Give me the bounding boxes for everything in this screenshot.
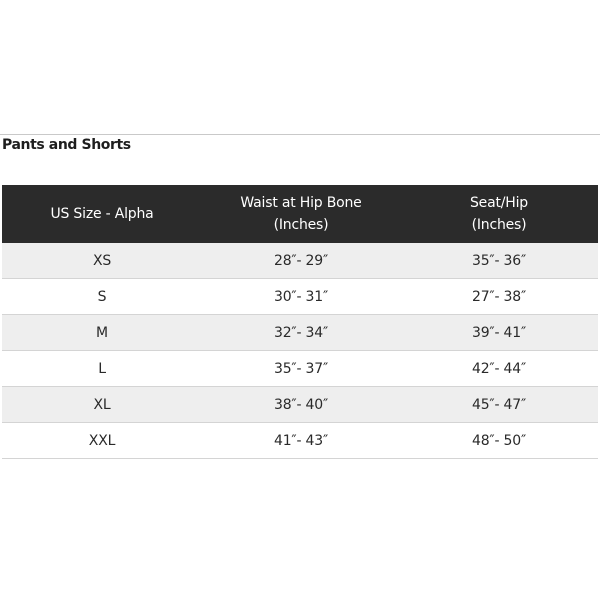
table-row (2, 243, 598, 279)
size-table (2, 185, 598, 459)
header-waist: Waist at Hip Bone (Inches) (240, 195, 362, 233)
chart-title: Pants and Shorts (2, 137, 131, 153)
size-cell: S (97, 288, 107, 305)
waist-cell: 35″- 37″ (274, 360, 328, 377)
size-cell: XXL (88, 432, 116, 449)
waist-cell: 41″- 43″ (274, 432, 328, 449)
table-header-row (2, 185, 598, 243)
table-row (2, 315, 598, 351)
waist-cell: 38″- 40″ (274, 396, 328, 413)
waist-cell: 30″- 31″ (274, 288, 328, 305)
seat-hip-cell: 48″- 50″ (472, 432, 526, 449)
waist-cell: 32″- 34″ (274, 324, 328, 341)
waist-cell: 28″- 29″ (274, 252, 328, 269)
size-cell: XS (92, 252, 112, 269)
header-us-size: US Size - Alpha (50, 206, 154, 222)
table-row (2, 387, 598, 423)
header-seat-hip: Seat/Hip (Inches) (470, 195, 528, 233)
table-row (2, 351, 598, 387)
size-cell: XL (93, 396, 111, 413)
table-row (2, 279, 598, 315)
seat-hip-cell: 39″- 41″ (472, 324, 526, 341)
seat-hip-cell: 42″- 44″ (472, 360, 526, 377)
size-chart-panel (0, 134, 600, 464)
seat-hip-cell: 45″- 47″ (472, 396, 526, 413)
seat-hip-cell: 27″- 38″ (472, 288, 526, 305)
seat-hip-cell: 35″- 36″ (472, 252, 526, 269)
size-cell: L (98, 360, 106, 377)
size-cell: M (96, 324, 108, 341)
table-row (2, 423, 598, 459)
